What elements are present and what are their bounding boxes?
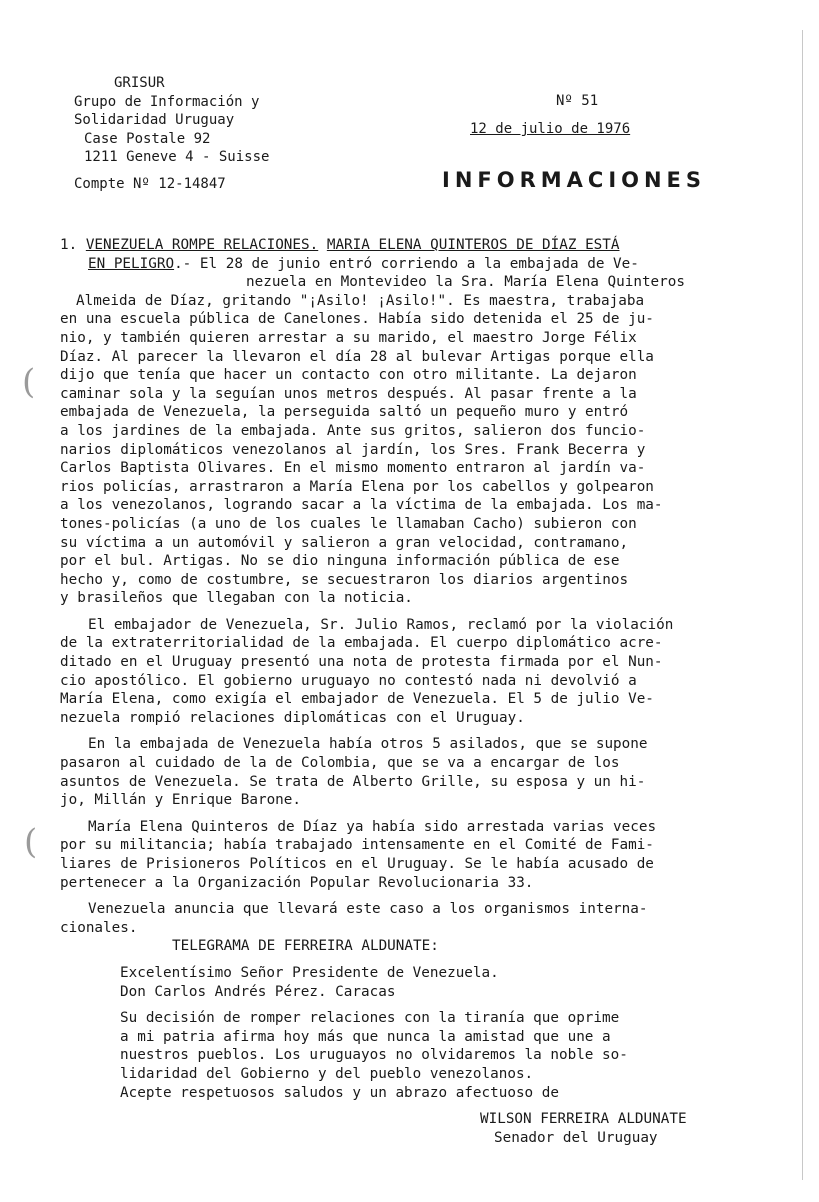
paragraph-line: pasaron al cuidado de la de Colombia, que se va a encargar de los (60, 755, 620, 772)
telegram-line: lidaridad del Gobierno y del pueblo venezolanos. (120, 1065, 534, 1082)
paragraph-line: nio, y también quieren arrestar a su marido, el maestro Jorge Félix (60, 329, 637, 346)
paragraph-line: hecho y, como de costumbre, se secuestraron los diarios argentinos (60, 571, 629, 588)
telegram-line: Su decisión de romper relaciones con la tiranía que oprime (120, 1010, 620, 1027)
paragraph-line: .- El 28 de junio entró corriendo a la embajada de Ve- (174, 255, 639, 272)
issue-number: Nº 51 (556, 93, 599, 109)
signature-name: WILSON FERREIRA ALDUNATE (480, 1111, 687, 1128)
paragraph-line: caminar sola y la seguían unos metros después. Al pasar frente a la (60, 385, 637, 402)
paragraph-line: y brasileños que llegaban con la noticia. (60, 590, 413, 607)
telegram-line: nuestros pueblos. Los uruguayos no olvidaremos la noble so- (120, 1047, 628, 1064)
paragraph-line: rios policías, arrastraron a María Elena por los cabellos y golpearon (60, 478, 654, 495)
paragraph-line: En la embajada de Venezuela había otros 5 asilados, que se supone (88, 736, 648, 753)
telegram-line: a mi patria afirma hoy más que nunca la amistad que une a (120, 1028, 611, 1045)
telegram-salutation: Don Carlos Andrés Pérez. Caracas (120, 983, 396, 1000)
paragraph-line: su víctima a un automóvil y salieron a gran velocidad, contramano, (60, 534, 629, 551)
paragraph-line: por el bul. Artigas. No se dio ninguna información pública de ese (60, 553, 620, 570)
paragraph-line: narios diplomáticos venezolanos al jardín, los Sres. Frank Becerra y (60, 441, 646, 458)
paragraph-line: tones-policías (a uno de los cuales le llamaban Cacho) subieron con (60, 515, 637, 532)
scan-edge-line (802, 30, 803, 1180)
paragraph-line: María Elena, como exigía el embajador de Venezuela. El 5 de julio Ve- (60, 691, 654, 708)
heading-title-1: VENEZUELA ROMPE RELACIONES. (85, 237, 319, 253)
telegram-title: TELEGRAMA DE FERREIRA ALDUNATE: (172, 938, 439, 955)
paragraph-line: a los jardines de la embajada. Ante sus gritos, salieron dos funcio- (60, 422, 646, 439)
heading-title-2-end: EN PELIGRO (88, 255, 175, 272)
paragraph-line: jo, Millán y Enrique Barone. (60, 792, 302, 809)
sender-address-block (74, 74, 269, 167)
telegram-line: Acepte respetuosos saludos y un abrazo afectuoso de (120, 1084, 559, 1101)
article-body (60, 236, 760, 1147)
paragraph-line: El embajador de Venezuela, Sr. Julio Ramos, reclamó por la violación (88, 616, 674, 633)
paragraph-line: cio apostólico. El gobierno uruguayo no contestó nada ni devolvió a (60, 672, 637, 689)
paragraph-line: asuntos de Venezuela. Se trata de Alberto Grille, su esposa y un hi- (60, 773, 646, 790)
issue-date: 12 de julio de 1976 (470, 121, 631, 137)
heading-title-2: MARIA ELENA QUINTEROS DE DÍAZ ESTÁ (326, 237, 620, 253)
signature-title: Senador del Uruguay (494, 1129, 658, 1146)
paragraph-line: María Elena Quinteros de Díaz ya había sido arrestada varias veces (88, 818, 657, 835)
paragraph-line: dijo que tenía que hacer un contacto con otro militante. La dejaron (60, 367, 637, 384)
paragraph-line: a los venezolanos, logrando sacar a la víctima de la embajada. Los ma- (60, 497, 663, 514)
paragraph-line: liares de Prisioneros Políticos en el Uruguay. Se le había acusado de (60, 856, 654, 872)
org-line: Grupo de Información y (74, 93, 260, 110)
paragraph-line: ditado en el Uruguay presentó una nota de protesta firmada por el Nun- (60, 654, 663, 671)
address-line: Case Postale 92 (84, 130, 211, 147)
paragraph-line: nezuela rompió relaciones diplomáticas con el Uruguay. (60, 709, 525, 726)
article-heading (60, 236, 760, 255)
paragraph-line: Carlos Baptista Olivares. En el mismo momento entraron al jardín va- (60, 460, 646, 477)
telegram-salutation: Excelentísimo Señor Presidente de Venezuela. (120, 964, 499, 981)
paragraph-line: embajada de Venezuela, la perseguida saltó un pequeño muro y entró (60, 404, 629, 421)
paragraph-line: por su militancia; había trabajado intensamente en el Comité de Fami- (60, 837, 654, 854)
org-line: Solidaridad Uruguay (74, 112, 235, 128)
paragraph-line: pertenecer a la Organización Popular Revolucionaria 33. (60, 874, 534, 891)
paragraph-line: Almeida de Díaz, gritando "¡Asilo! ¡Asilo!". Es maestra, trabajaba (76, 292, 645, 309)
account-number: Compte Nº 12-14847 (74, 176, 226, 192)
punch-hole-mark: ( (24, 822, 38, 862)
paragraph-line: Díaz. Al parecer la llevaron el día 28 al bulevar Artigas porque ella (60, 348, 654, 365)
newsletter-title: INFORMACIONES (442, 168, 707, 192)
paragraph-line: nezuela en Montevideo la Sra. María Elena Quinteros (246, 274, 685, 291)
address-line: 1211 Geneve 4 - Suisse (84, 149, 270, 165)
paragraph-line: Venezuela anuncia que llevará este caso a los organismos interna- (88, 901, 648, 918)
heading-number: 1. (60, 237, 78, 253)
org-short-name: GRISUR (114, 75, 165, 91)
paragraph-line: cionales. (60, 919, 138, 936)
paragraph-line: de la extraterritorialidad de la embajada. El cuerpo diplomático acre- (60, 635, 663, 652)
article-heading-continued (60, 255, 760, 274)
punch-hole-mark: ( (22, 362, 36, 402)
paragraph-line: en una escuela pública de Canelones. Había sido detenida el 25 de ju- (60, 311, 654, 328)
